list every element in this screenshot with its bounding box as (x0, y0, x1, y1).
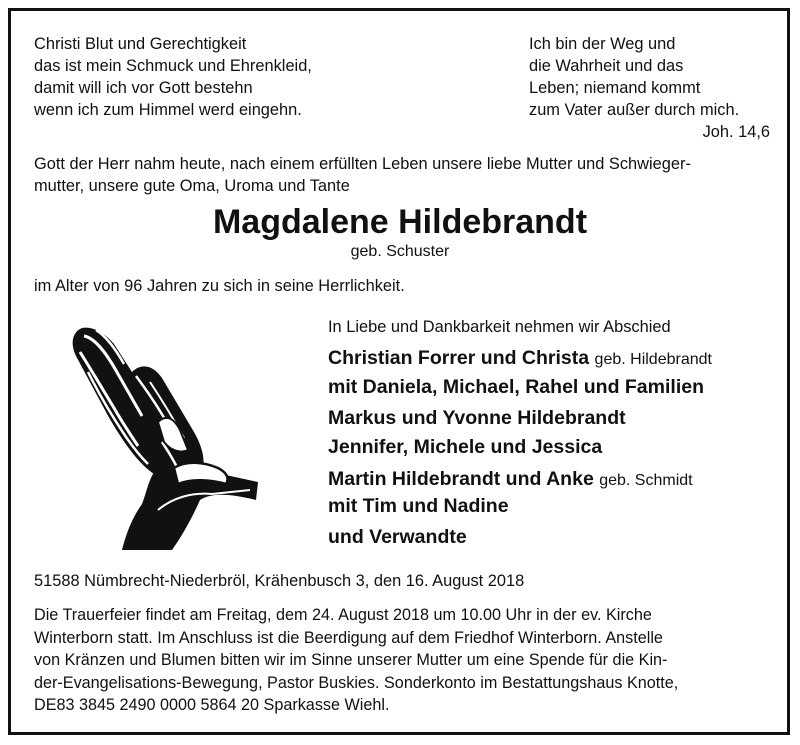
family-names: Martin Hildebrandt und Anke (328, 468, 594, 490)
verse-right (529, 33, 739, 121)
family-group-forrer (328, 344, 712, 374)
relatives-line: und Verwandte (328, 526, 467, 548)
verse-left (34, 33, 312, 121)
family-group-markus: Markus und Yvonne Hildebrandt (328, 407, 626, 429)
praying-hands-icon (62, 322, 260, 552)
verse-right-line: zum Vater außer durch mich. (529, 101, 740, 119)
age-line: im Alter von 96 Jahren zu sich in seine Herrlichkeit. (34, 277, 405, 295)
verse-left-line: wenn ich zum Himmel werd eingehn. (34, 101, 302, 119)
family-group-martin (328, 465, 693, 495)
verse-left-line: das ist mein Schmuck und Ehrenkleid, (34, 57, 312, 75)
verse-right-line: Leben; niemand kommt (529, 79, 701, 97)
intro-line: Gott der Herr nahm heute, nach einem erfüllten Leben unsere liebe Mutter und Schwieger- (34, 155, 691, 173)
verse-right-line: Ich bin der Weg und (529, 35, 676, 53)
verse-left-line: damit will ich vor Gott bestehn (34, 79, 253, 97)
family-names: Christian Forrer und Christa (328, 347, 590, 369)
funeral-line: der-Evangelisations-Bewegung, Pastor Buskies. Sonderkonto im Bestattungshaus Knotte, (34, 673, 679, 692)
family-maiden-note: geb. Schmidt (599, 472, 693, 489)
deceased-name: Magdalene Hildebrandt (212, 203, 588, 241)
family-line: Jennifer, Michele und Jessica (328, 436, 603, 458)
intro-line: mutter, unsere gute Oma, Uroma und Tante (34, 177, 350, 195)
family-maiden-note: geb. Hildebrandt (594, 351, 712, 368)
verse-right-line: die Wahrheit und das (529, 57, 684, 75)
funeral-info (34, 604, 766, 717)
funeral-line: Die Trauerfeier findet am Freitag, dem 24. August 2018 um 10.00 Uhr in der ev. Kirche (34, 606, 652, 624)
family-line: mit Tim und Nadine (328, 495, 509, 517)
farewell-line: In Liebe und Dankbarkeit nehmen wir Abschied (328, 318, 671, 336)
family-line: mit Daniela, Michael, Rahel und Familien (328, 376, 705, 398)
verse-left-line: Christi Blut und Gerechtigkeit (34, 35, 247, 53)
address-line: 51588 Nümbrecht-Niederbröl, Krähenbusch 3, den 16. August 2018 (34, 572, 525, 590)
maiden-name: geb. Schuster (350, 243, 450, 260)
funeral-line: von Kränzen und Blumen bitten wir im Sinne unserer Mutter um eine Spende für die Kin- (34, 651, 668, 669)
funeral-line: Winterborn statt. Im Anschluss ist die Beerdigung auf dem Friedhof Winterborn. Anstelle (34, 628, 663, 647)
verse-reference: Joh. 14,6 (702, 123, 770, 141)
intro-text (34, 153, 691, 197)
funeral-line: DE83 3845 2490 0000 5864 20 Sparkasse Wiehl. (34, 696, 390, 714)
